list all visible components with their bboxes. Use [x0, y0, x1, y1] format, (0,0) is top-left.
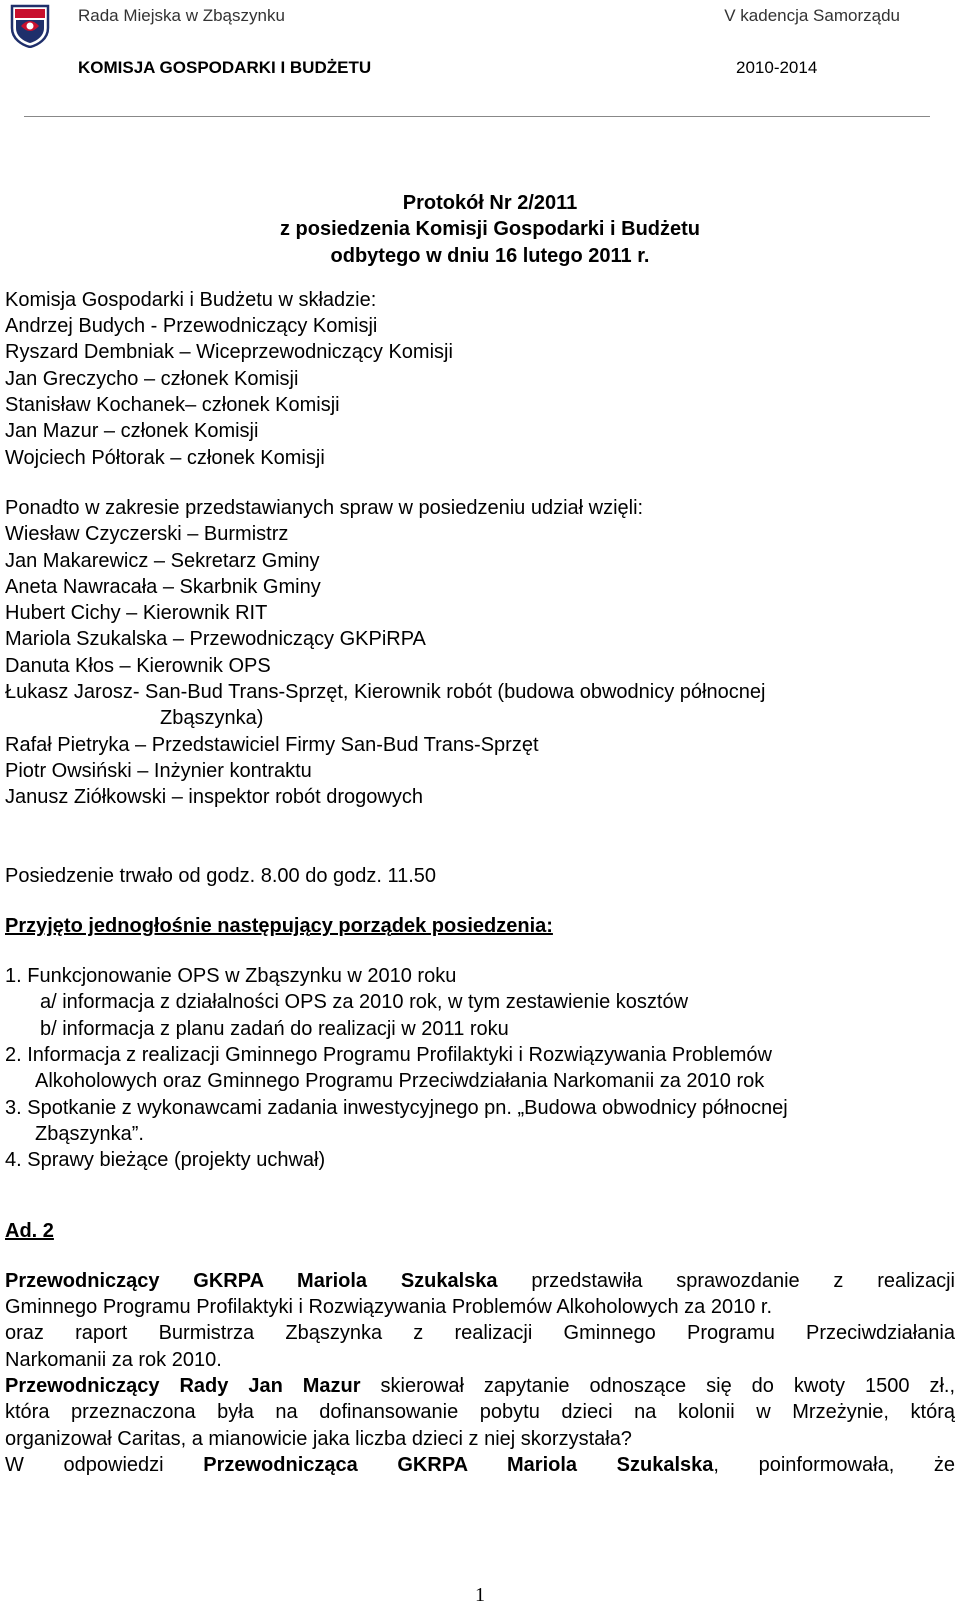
speaker-name: Przewodnicząca GKRPA Mariola Szukalska	[203, 1453, 714, 1476]
paragraph-answer	[5, 1452, 955, 1478]
header-divider	[24, 116, 930, 117]
page-number: 1	[475, 1584, 485, 1606]
paragraph-line: oraz raport Burmistrza Zbąszynka z realizacji Gminnego Programu Przeciwdziałania	[5, 1322, 955, 1345]
header-years: 2010-2014	[736, 58, 818, 77]
meeting-duration: Posiedzenie trwało od godz. 8.00 do godz. 11.50	[5, 864, 437, 887]
document-body	[5, 190, 955, 1478]
paragraph-text: przedstawiła sprawozdanie z realizacji	[497, 1269, 956, 1292]
member-item: Wojciech Półtorak – członek Komisji	[5, 446, 325, 469]
member-item: Andrzej Budych - Przewodniczący Komisji	[5, 315, 378, 338]
document-title	[5, 190, 955, 269]
members-heading: Komisja Gospodarki i Budżetu w składzie:	[5, 288, 377, 311]
members-section	[5, 287, 955, 471]
guest-item: Aneta Nawracała – Skarbnik Gminy	[5, 575, 321, 598]
paragraph-line	[5, 1373, 955, 1399]
paragraph-line: Narkomanii za rok 2010.	[5, 1348, 222, 1371]
agenda-subitem: b/ informacja z planu zadań do realizacji w 2011 roku	[40, 1017, 509, 1040]
paragraph-text: W odpowiedzi	[5, 1453, 204, 1476]
paragraph-line: która przeznaczona była na dofinansowanie pobytu dzieci na kolonii w Mrzeżynie, którą	[5, 1401, 955, 1424]
paragraph-text: skierował zapytanie odnoszące się do kwoty 1500 zł.,	[360, 1374, 955, 1397]
title-line: Protokół Nr 2/2011	[402, 192, 578, 214]
paragraph-line	[5, 1452, 955, 1478]
guest-item-continuation: Zbąszynka)	[160, 707, 264, 730]
paragraph-line: Gminnego Programu Profilaktyki i Rozwiązywania Problemów Alkoholowych za 2010 r.	[5, 1296, 773, 1319]
agenda-item: 3. Spotkanie z wykonawcami zadania inwestycyjnego pn. „Budowa obwodnicy północnej	[5, 1096, 788, 1119]
section-heading: Ad. 2	[5, 1219, 54, 1242]
member-item: Stanisław Kochanek– członek Komisji	[5, 394, 340, 417]
header-organization: Rada Miejska w Zbąszynku	[78, 6, 285, 25]
guest-item: Rafał Pietryka – Przedstawiciel Firmy San-Bud Trans-Sprzęt	[5, 733, 539, 756]
paragraph-line: organizował Caritas, a mianowicie jaka liczba dzieci z niej skorzystała?	[5, 1427, 632, 1450]
guests-heading: Ponadto w zakresie przedstawianych spraw w posiedzeniu udział wzięli:	[5, 496, 644, 519]
agenda-item-continuation: Alkoholowych oraz Gminnego Programu Przeciwdziałania Narkomanii za 2010 rok	[35, 1070, 765, 1093]
agenda-item: 2. Informacja z realizacji Gminnego Programu Profilaktyki i Rozwiązywania Problemów	[5, 1044, 772, 1067]
guest-item: Łukasz Jarosz- San-Bud Trans-Sprzęt, Kierownik robót (budowa obwodnicy północnej	[5, 681, 766, 704]
agenda-subitem: a/ informacja z działalności OPS za 2010 rok, w tym zestawienie kosztów	[40, 991, 689, 1014]
paragraph-line	[5, 1268, 955, 1294]
agenda-item-continuation: Zbąszynka”.	[35, 1122, 144, 1145]
guest-item: Wiesław Czyczerski – Burmistrz	[5, 523, 289, 546]
paragraph-question	[5, 1373, 955, 1452]
member-item: Ryszard Dembniak – Wiceprzewodniczący Komisji	[5, 341, 453, 364]
title-line: z posiedzenia Komisji Gospodarki i Budżetu	[279, 218, 701, 241]
header-term: V kadencja Samorządu	[724, 6, 900, 25]
agenda-item: 1. Funkcjonowanie OPS w Zbąszynku w 2010 roku	[5, 965, 457, 988]
paragraph-report	[5, 1268, 955, 1373]
guest-item: Jan Makarewicz – Sekretarz Gminy	[5, 549, 320, 572]
member-item: Jan Mazur – członek Komisji	[5, 420, 259, 443]
guest-item: Janusz Ziółkowski – inspektor robót drogowych	[5, 786, 423, 809]
town-crest-icon	[10, 4, 50, 48]
guest-item: Piotr Owsiński – Inżynier kontraktu	[5, 759, 312, 782]
paragraph-text: , poinformowała, że	[713, 1453, 956, 1476]
agenda-list	[5, 963, 955, 1173]
guest-item: Danuta Kłos – Kierownik OPS	[5, 654, 271, 677]
member-item: Jan Greczycho – członek Komisji	[5, 367, 299, 390]
guest-item: Mariola Szukalska – Przewodniczący GKPiRPA	[5, 628, 426, 651]
agenda-heading: Przyjęto jednogłośnie następujący porządek posiedzenia:	[5, 914, 553, 937]
speaker-name: Przewodniczący Rady Jan Mazur	[5, 1374, 361, 1397]
agenda-item: 4. Sprawy bieżące (projekty uchwał)	[5, 1149, 326, 1172]
title-line: odbytego w dniu 16 lutego 2011 r.	[330, 244, 650, 267]
guests-section	[5, 495, 955, 811]
header-committee: KOMISJA GOSPODARKI I BUDŻETU	[78, 58, 372, 77]
speaker-name: Przewodniczący GKRPA Mariola Szukalska	[5, 1269, 498, 1292]
guest-item: Hubert Cichy – Kierownik RIT	[5, 602, 268, 625]
